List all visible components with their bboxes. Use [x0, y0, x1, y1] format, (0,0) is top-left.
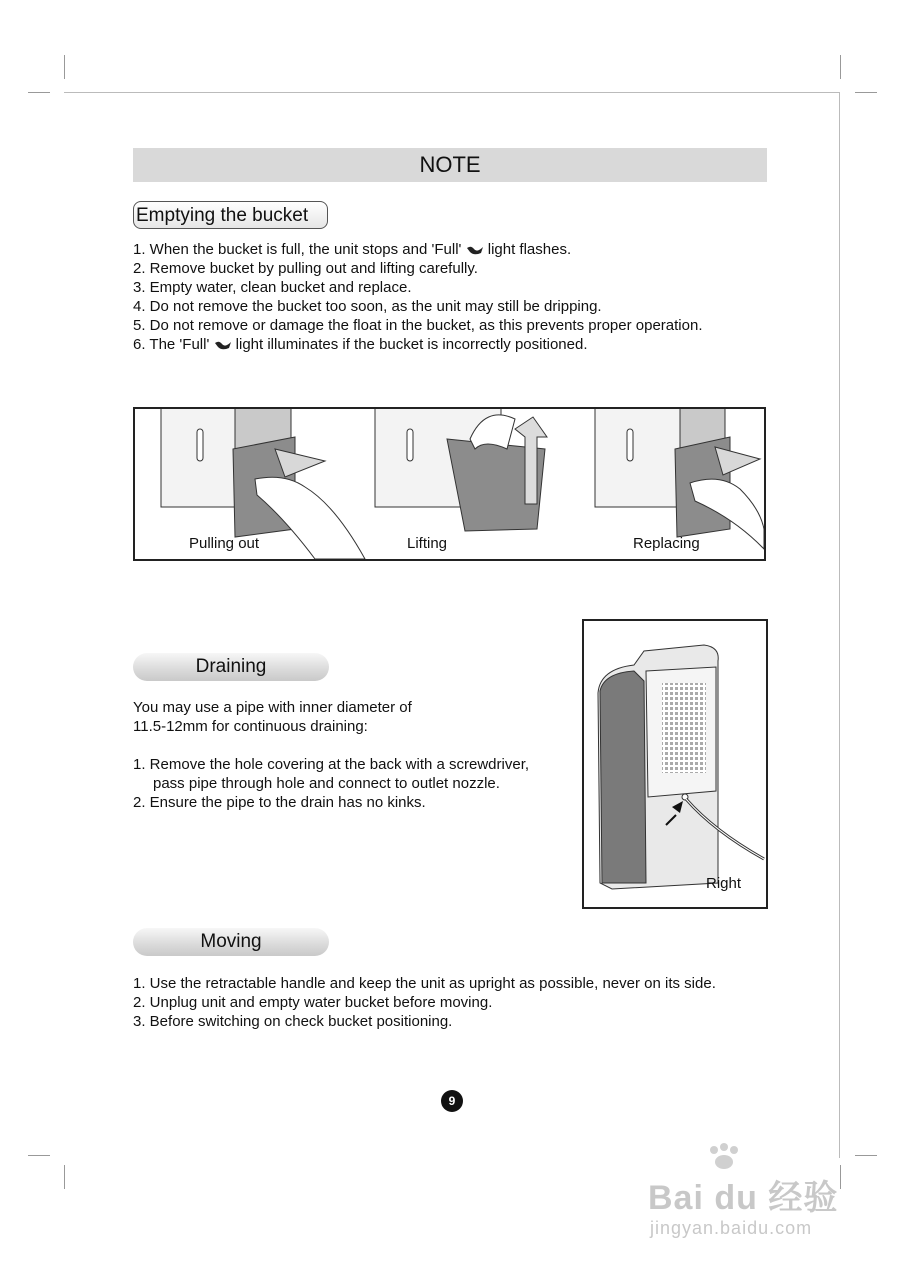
crop-mark: [840, 55, 841, 79]
list-item: 2. Remove bucket by pulling out and lifting carefully.: [133, 260, 478, 277]
section-heading-emptying: Emptying the bucket: [133, 201, 328, 229]
crop-mark: [64, 55, 65, 79]
page-border-right: [839, 92, 840, 1158]
dehumidifier-rear-figure: [582, 619, 768, 909]
bucket-full-icon: [466, 245, 484, 255]
list-item: 3. Before switching on check bucket positioning.: [133, 1013, 453, 1030]
section-heading-moving: Moving: [133, 928, 329, 956]
page-border-top: [64, 92, 840, 93]
list-item: 5. Do not remove or damage the float in the bucket, as this prevents proper operation.: [133, 317, 703, 334]
draining-intro-line: 11.5-12mm for continuous draining:: [133, 718, 368, 735]
list-item: 3. Empty water, clean bucket and replace.: [133, 279, 412, 296]
caption-replacing: Replacing: [633, 535, 700, 552]
dehumidifier-illustration: [584, 621, 766, 907]
draining-steps: [133, 755, 553, 812]
caption-pulling-out: Pulling out: [189, 535, 260, 552]
caption-right: Right: [706, 875, 742, 892]
list-item: 1. When the bucket is full, the unit stops and 'Full' light flashes.: [133, 241, 572, 258]
bucket-full-icon: [214, 340, 232, 350]
list-item: 1. Use the retractable handle and keep the unit as upright as possible, never on its side.: [133, 975, 716, 992]
list-item: 6. The 'Full' light illuminates if the bucket is incorrectly positioned.: [133, 336, 588, 353]
page-number: 9: [441, 1090, 463, 1112]
bucket-illustration-panel: [133, 407, 766, 561]
list-item: 2. Ensure the pipe to the drain has no kinks.: [133, 794, 426, 811]
crop-mark: [28, 92, 50, 93]
moving-steps: [133, 974, 763, 1031]
crop-mark: [64, 1165, 65, 1189]
emptying-steps: [133, 240, 753, 354]
section-heading-draining: Draining: [133, 653, 329, 681]
crop-mark: [28, 1155, 50, 1156]
caption-lifting: Lifting: [407, 535, 448, 552]
watermark-url: jingyan.baidu.com: [650, 1218, 813, 1238]
crop-mark: [840, 1165, 841, 1189]
unit-lifting: [375, 409, 547, 531]
list-item: 2. Unplug unit and empty water bucket before moving.: [133, 994, 493, 1011]
paw-icon: [704, 1142, 744, 1172]
list-item: 1. Remove the hole covering at the back with a screwdriver, pass pipe through hole and connect to outlet nozzle.: [133, 756, 530, 792]
unit-replacing: [595, 409, 764, 549]
draining-intro-line: You may use a pipe with inner diameter of: [133, 699, 412, 716]
crop-mark: [855, 1155, 877, 1156]
crop-mark: [855, 92, 877, 93]
list-item: 4. Do not remove the bucket too soon, as the unit may still be dripping.: [133, 298, 602, 315]
page-title: NOTE: [133, 148, 767, 182]
watermark-logo: Bai du 经验: [648, 1179, 839, 1217]
draining-intro: [133, 698, 553, 736]
